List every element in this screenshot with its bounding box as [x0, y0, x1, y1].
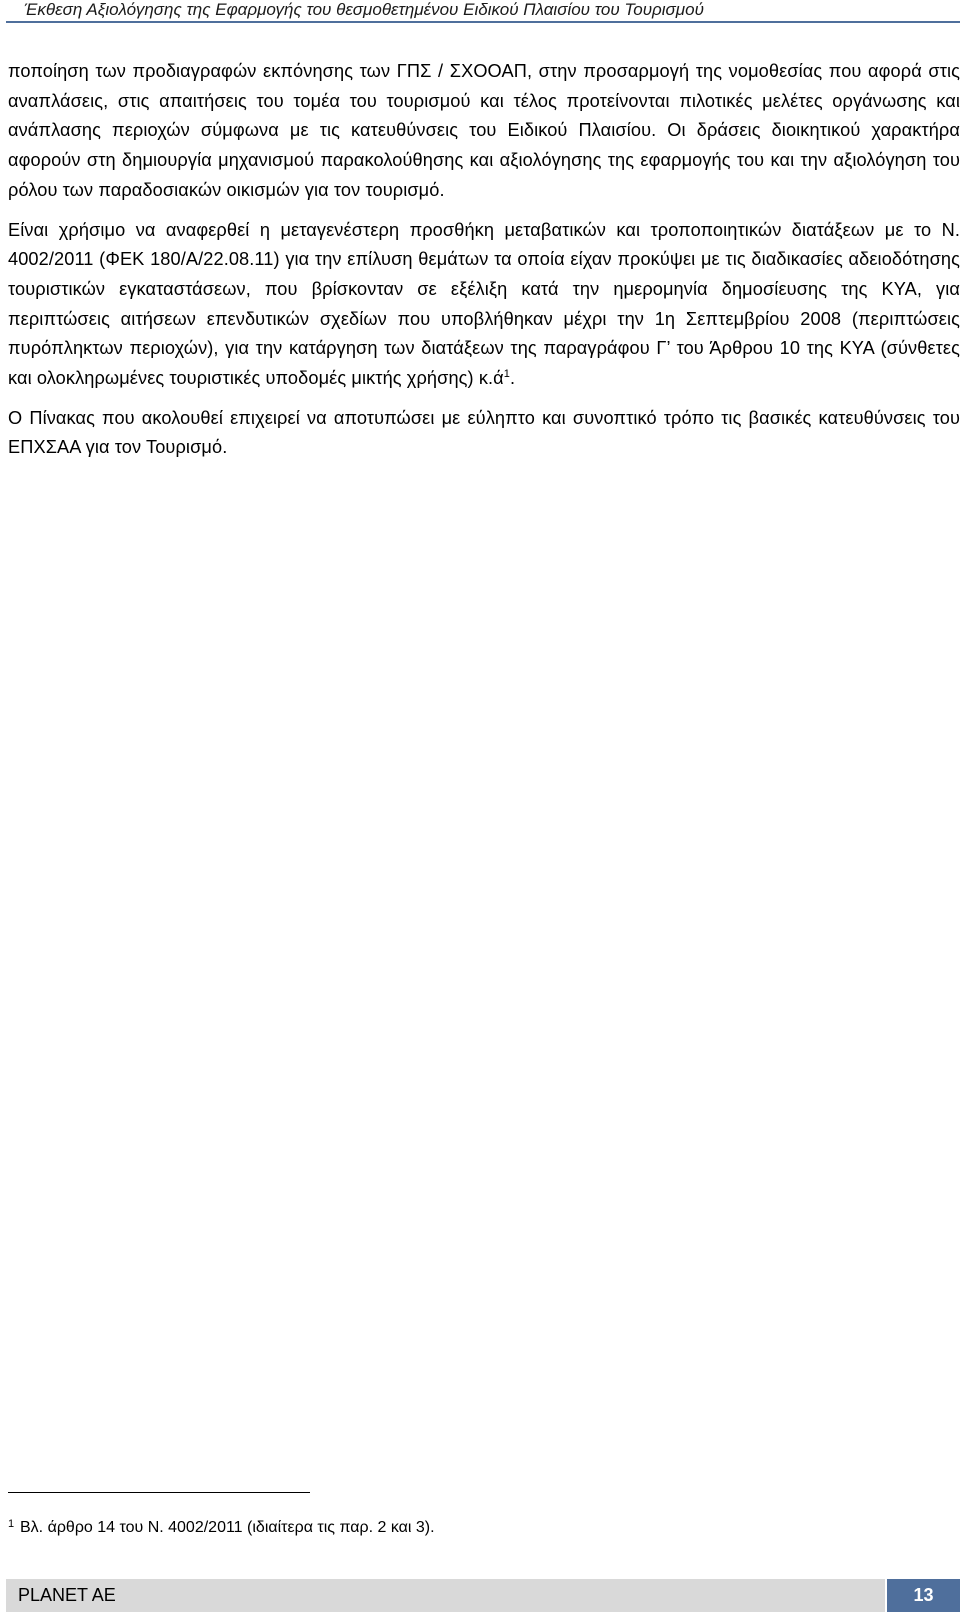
- footnote-divider: [8, 1492, 310, 1493]
- page-header: [0, 0, 960, 24]
- footnote-mark: 1: [8, 1518, 15, 1530]
- paragraph-2-text: Είναι χρήσιμο να αναφερθεί η μεταγενέστερη προσθήκη μεταβατικών και τροποποιητικών διατάξεων με το Ν. 4002/2011 (ΦΕΚ 180/Α/22.08.11) για την επίλυση θεμάτων τα οποία είχαν προκύψει με τις διαδικασίες αδειοδότησης τουριστικών εγκαταστάσεων, που βρίσκονταν σε εξέλιξη κατά την ημερομηνία δημοσίευσης της ΚΥΑ, για περιπτώσεις αιτήσεων επενδυτικών σχεδίων που υποβλήθηκαν μέχρι την 1η Σεπτεμβρίου 2008 (περιπτώσεις πυρόπληκτων περιοχών), για την κατάργηση των διατάξεων της παραγράφου Γ’ του Άρθρου 10 της ΚΥΑ (σύνθετες και ολοκληρωμένες τουριστικές υποδομές μικτής χρήσης) κ.ά: [8, 219, 960, 389]
- paragraph-2: [8, 216, 960, 394]
- page-number-box: [887, 1579, 960, 1612]
- footer-company: PLANET AE: [18, 1585, 116, 1605]
- footer-bar: [6, 1579, 885, 1612]
- footnote-text: Βλ. άρθρο 14 του Ν. 4002/2011 (ιδιαίτερα τις παρ. 2 και 3).: [20, 1519, 435, 1536]
- paragraph-1: ποποίηση των προδιαγραφών εκπόνησης των ΓΠΣ / ΣΧΟΟΑΠ, στην προσαρμογή της νομοθεσίας που αφορά στις αναπλάσεις, στις απαιτήσεις του τομέα του τουρισμού και τέλος προτείνονται πιλοτικές μελέτες οργάνωσης και ανάπλασης περιοχών σύμφωνα με τις κατευθύνσεις του Ειδικού Πλαισίου. Οι δράσεις διοικητικού χαρακτήρα αφορούν στη δημιουργία μηχανισμού παρακολούθησης και αξιολόγησης της εφαρμογής του και την αξιολόγηση του ρόλου των παραδοσιακών οικισμών για τον τουρισμό.: [8, 61, 960, 200]
- footnote-reference: 1: [503, 368, 511, 381]
- header-title: Έκθεση Αξιολόγησης της Εφαρμογής του θεσμοθετημένου Ειδικού Πλαισίου του Τουρισμού: [24, 0, 704, 19]
- page-footer: [6, 1579, 960, 1612]
- document-body: [8, 57, 960, 473]
- footnote: [8, 1516, 435, 1540]
- paragraph-2-end: .: [510, 368, 516, 389]
- paragraph-3: Ο Πίνακας που ακολουθεί επιχειρεί να αποτυπώσει με εύληπτο και συνοπτικό τρόπο τις βασικές κατευθύνσεις του ΕΠΧΣΑΑ για τον Τουρισμό.: [8, 407, 960, 458]
- page-number: 13: [913, 1585, 934, 1605]
- header-divider: [6, 21, 960, 23]
